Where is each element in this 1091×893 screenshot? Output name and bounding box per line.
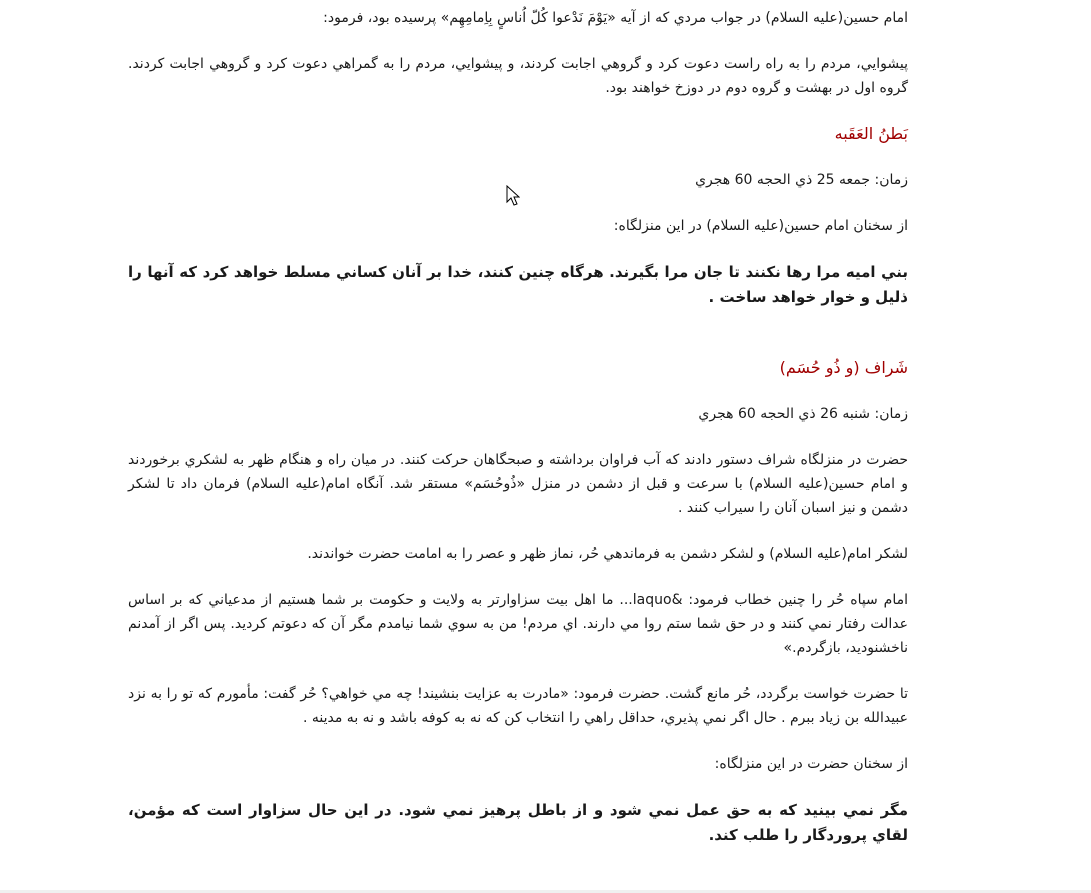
paragraph-intro: امام حسين(عليه السلام) در جواب مردي كه از آيه «يَوْمَ نَدْعوا كُلّ اُناسٍ بِاِمامِهِم» پرسيده بود، فرمود: [323,10,908,26]
left-margin [0,0,118,893]
mouse-pointer-icon [506,185,520,207]
date-line: زمان: جمعه 25 ذي الحجه 60 هجري [695,172,908,188]
quote-bold: مگر نمي بينيد كه به حق عمل نمي شود و از باطل پرهيز نمي شود. در اين حال سزاوار است كه مؤمن، لقاي پروردگار را طلب كند. [128,801,908,844]
right-margin [908,0,1091,893]
paragraph-sayings-intro: از سخنان امام حسين(عليه السلام) در اين منزلگاه: [613,218,908,234]
section-heading-sharaf: شَراف (و ذُو حُسَم) [779,358,908,377]
paragraph-sharaf-story: حضرت در منزلگاه شراف دستور دادند كه آب فراوان برداشته و صبحگاهان حركت كنند. در ميان راه و هنگام ظهر به لشكري برخوردند و امام حسين(عليه السلام) با سرعت و قبل از دشمن در منزل «ذُوحُسَم» مستقر شد. آنگاه امام(عليه السلام) فرمان داد تا لشكر دشمن و نيز اسبان آنان را سيراب كنند . [128,452,908,516]
section-heading-batn-al-aqaba: بَطنُ العَقَبه [834,124,908,143]
paragraph-address: امام سپاه حُر را چنين خطاب فرمود: &laquo... ما اهل بيت سزاوارتر به ولايت و حكومت بر شما هستيم از مدعياني كه بر اساس عدالت رفتار نمي كنند و در حق شما ستم روا مي دارند. اي مردم! من به سوي شما نيامدم مگر آن كه دعوتم كرديد. پس اگر از آمدنم ناخشنوديد، بازگردم.» [128,592,908,656]
paragraph-prayer: لشكر امام(عليه السلام) و لشكر دشمن به فرماندهي حُر، نماز ظهر و عصر را به امامت حضرت خواندند. [307,546,908,562]
paragraph-hurr: تا حضرت خواست برگردد، حُر مانع گشت. حضرت فرمود: «مادرت به عزايت بنشيند! چه مي خواهي؟ حُر گفت: مأمورم كه تو را به نزد عبيدالله بن زياد ببرم . حال اگر نمي پذيري، حداقل راهي را انتخاب كن كه نه به كوفه باشد و نه به مدينه . [128,686,908,726]
quote-bold: بني اميه مرا رها نكنند تا جان مرا بگيرند. هرگاه چنين كنند، خدا بر آنان كساني مسلط خواهد كرد كه آنها را ذليل و خوار خواهد ساخت . [128,263,908,306]
date-line: زمان: شنبه 26 ذي الحجه 60 هجري [698,406,908,422]
article-body [128,0,908,893]
paragraph-leaders: پيشوايي، مردم را به راه راست دعوت كرد و گروهي اجابت كردند، و پيشوايي، مردم را به گمراهي دعوت كرد و گروهي اجابت كردند. گروه اول در بهشت و گروه دوم در دوزخ خواهند بود. [128,56,908,96]
paragraph-sayings-intro: از سخنان حضرت در اين منزلگاه: [714,756,908,772]
